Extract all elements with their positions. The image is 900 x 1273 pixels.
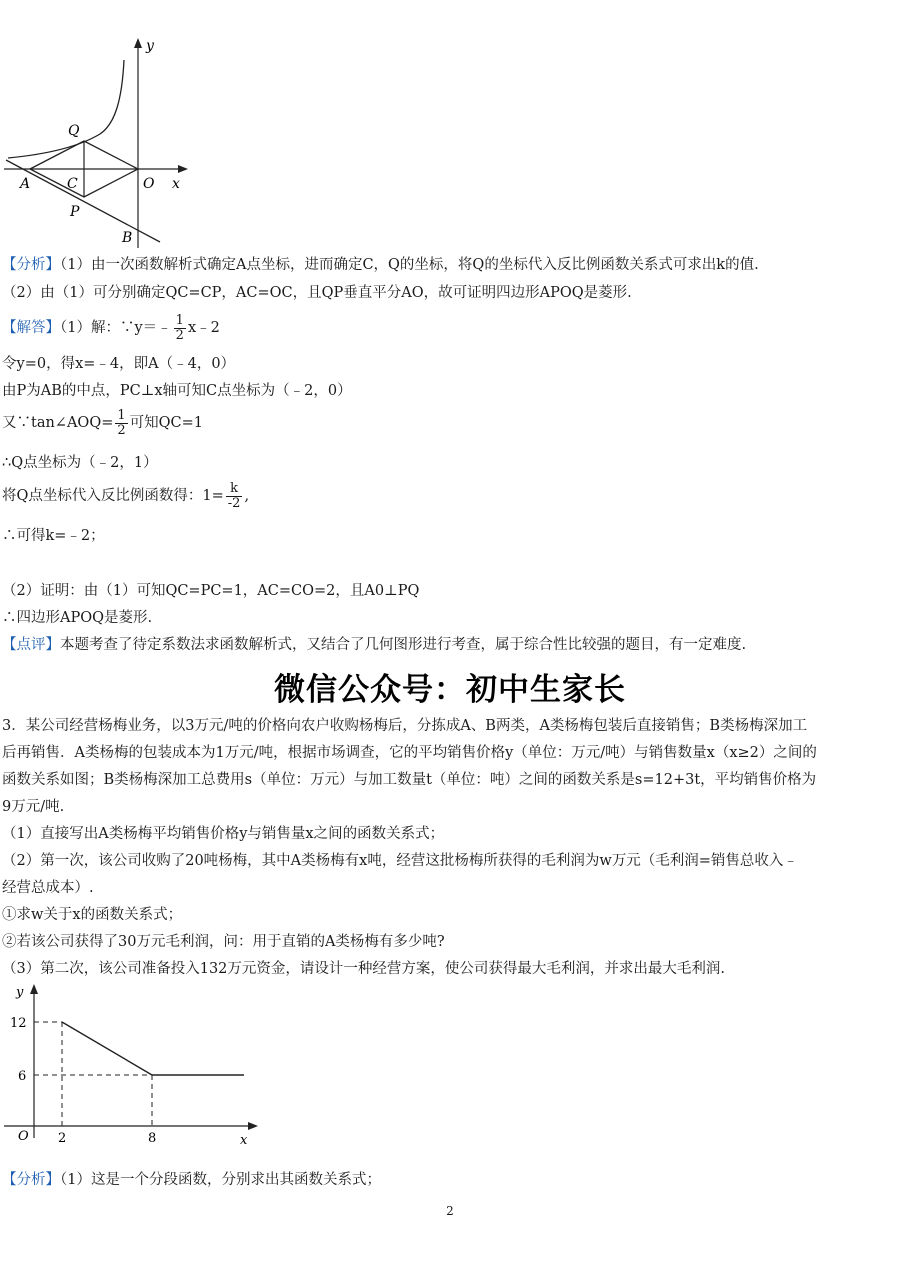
solution1-sub-suffix: ,	[244, 488, 250, 504]
analysis-tag: 【分析】	[2, 257, 60, 273]
solution1-line4	[2, 408, 203, 438]
segment-decreasing	[62, 1022, 152, 1075]
watermark-heading: 微信公众号：初中生家长	[274, 672, 626, 708]
page-number: 2	[446, 1204, 454, 1218]
solution1-line3: 由P为AB的中点，PC⊥x轴可知C点坐标为（﹣2，0）	[2, 383, 352, 399]
y-axis-arrow	[134, 38, 142, 48]
label-q: Q	[68, 123, 80, 139]
solution1-line2: 令y=0，得x=﹣4，即A（﹣4，0）	[2, 356, 236, 372]
frac2-num: 1	[117, 407, 126, 423]
label-origin: O	[18, 1129, 29, 1144]
problem3-q1: （1）直接写出A类杨梅平均销售价格y与销售量x之间的函数关系式；	[2, 826, 445, 842]
graph-rhombus	[0, 30, 200, 250]
analysis3-text: （1）这是一个分段函数，分别求出其函数关系式；	[60, 1172, 381, 1188]
label-x-2: x	[240, 1133, 248, 1148]
frac3-num: k	[226, 482, 243, 497]
frac3-den: -2	[227, 495, 241, 511]
x-axis-arrow	[178, 165, 188, 173]
frac1-num: 1	[175, 312, 184, 328]
problem3-line2: 后再销售．A类杨梅的包装成本为1万元/吨，根据市场调查，它的平均销售价格y（单位：万元/吨）与销售数量x（x≥2）之间的	[2, 745, 817, 761]
tick-label-8: 8	[148, 1131, 157, 1146]
solution1-tan-prefix: 又∵tan∠AOQ=	[2, 415, 114, 431]
solution1-line5: ∴Q点坐标为（﹣2，1）	[2, 455, 158, 471]
frac1-den: 2	[175, 327, 184, 343]
tick-label-6: 6	[18, 1069, 27, 1084]
analysis3-tag: 【分析】	[2, 1172, 60, 1188]
solution1-eq-suffix: x﹣2	[187, 320, 220, 336]
solution1-tan-suffix: 可知QC=1	[129, 415, 203, 431]
comment-tag: 【点评】	[2, 637, 60, 653]
solution1-line9: ∴四边形APOQ是菱形.	[2, 610, 153, 626]
y-axis-arrow-2	[30, 984, 38, 994]
problem3-q2-1: ①求w关于x的函数关系式；	[2, 907, 183, 923]
solution1-eq-prefix: （1）解：∵y＝﹣	[60, 320, 172, 336]
label-y: y	[146, 38, 154, 54]
solution1-line7: ∴可得k=﹣2；	[2, 528, 105, 544]
problem3-line3: 函数关系如图；B类杨梅深加工总费用s（单位：万元）与加工数量t（单位：吨）之间的函数关系是s=12+3t，平均销售价格为	[2, 772, 817, 788]
analysis3-line	[2, 1170, 381, 1190]
label-a: A	[20, 176, 31, 192]
solution1-line1	[2, 313, 220, 343]
label-b: B	[122, 230, 133, 246]
line-ab	[6, 160, 160, 242]
label-p: P	[70, 204, 80, 220]
analysis1-line2: （2）由（1）可分别确定QC=CP，AC=OC，且QP垂直平分AO，故可证明四边形APOQ是菱形.	[2, 285, 632, 301]
comment1-text: 本题考查了待定系数法求函数解析式，又结合了几何图形进行考查，属于综合性比较强的题目，有一定难度.	[60, 637, 747, 653]
tick-label-2: 2	[58, 1131, 67, 1146]
solution-tag: 【解答】	[2, 320, 60, 336]
tick-label-12: 12	[10, 1016, 27, 1031]
problem3-q2-2: ②若该公司获得了30万元毛利润，问：用于直销的A类杨梅有多少吨?	[2, 934, 445, 950]
solution1-line6	[2, 481, 249, 511]
x-axis-arrow-2	[248, 1122, 258, 1130]
problem3-q3: （3）第二次，该公司准备投入132万元资金，请设计一种经营方案，使公司获得最大毛利润，并求出最大毛利润.	[2, 961, 726, 977]
solution1-line8: （2）证明：由（1）可知QC=PC=1，AC=CO=2，且A0⊥PQ	[2, 583, 420, 599]
frac2-den: 2	[117, 422, 126, 438]
problem3-q2a: （2）第一次，该公司收购了20吨杨梅，其中A类杨梅有x吨，经营这批杨梅所获得的毛利润为w万元（毛利润=销售总收入﹣	[2, 853, 798, 869]
label-c: C	[67, 176, 78, 192]
fraction-k	[226, 482, 243, 511]
solution1-sub-prefix: 将Q点坐标代入反比例函数得：1=	[2, 488, 224, 504]
fraction-half-1	[174, 314, 186, 343]
label-y-2: y	[16, 985, 24, 1000]
hyperbola-curve	[8, 60, 124, 158]
fraction-half-2	[115, 409, 127, 438]
label-o: O	[143, 176, 155, 192]
label-x: x	[172, 176, 180, 192]
analysis1-line1	[2, 255, 759, 275]
comment1-line	[2, 635, 746, 655]
problem3-q2b: 经营总成本）.	[2, 880, 94, 896]
problem3-line4: 9万元/吨.	[2, 799, 65, 815]
graph-piecewise	[0, 980, 270, 1150]
problem3-line1: 3．某公司经营杨梅业务，以3万元/吨的价格向农户收购杨梅后，分拣成A、B两类，A类杨梅包装后直接销售；B类杨梅深加工	[2, 718, 808, 734]
analysis1-text1: （1）由一次函数解析式确定A点坐标，进而确定C，Q的坐标，将Q的坐标代入反比例函数关系式可求出k的值.	[60, 257, 759, 273]
